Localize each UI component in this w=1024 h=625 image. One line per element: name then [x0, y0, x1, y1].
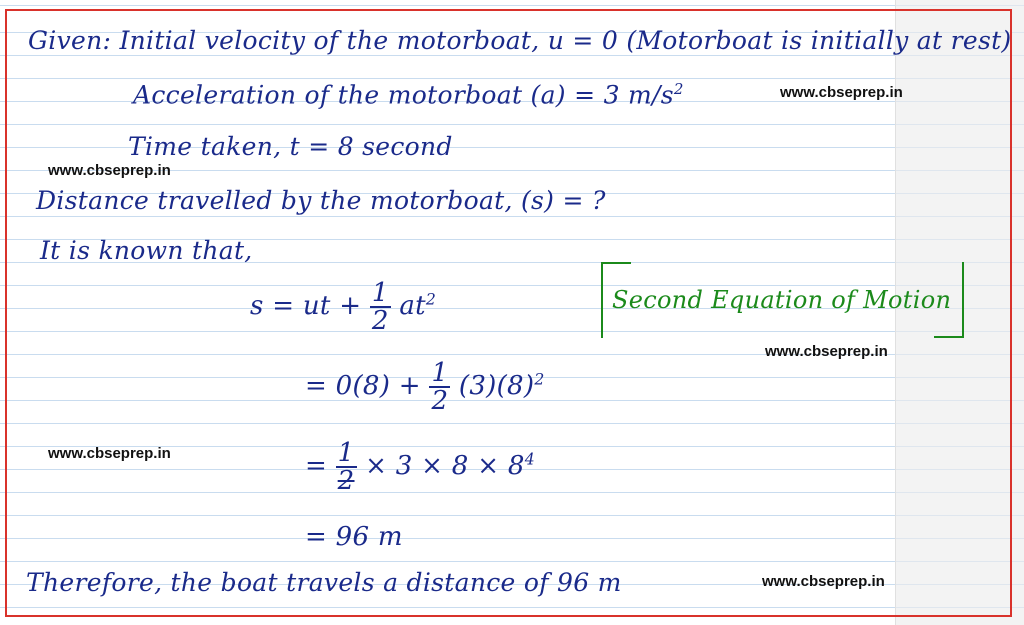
eq2-exponent: 2: [534, 370, 545, 389]
eq3-left: =: [305, 451, 328, 481]
eq2-right: (3)(8): [458, 371, 535, 401]
eq1-lhs: s = ut +: [250, 291, 362, 321]
eq3-exponent: 4: [524, 450, 535, 469]
eq2-left: = 0(8) +: [305, 371, 421, 401]
watermark: www.cbseprep.in: [48, 162, 171, 179]
equation-name-note: Second Equation of Motion: [612, 286, 952, 314]
eq3-denominator: 2: [337, 466, 355, 496]
eq2-denominator: 2: [431, 386, 449, 416]
eq1-numerator: 1: [371, 278, 389, 308]
conclusion-line: Therefore, the boat travels a distance of 96 m: [26, 568, 622, 597]
eq2-numerator: 1: [431, 358, 449, 388]
eq1-fraction: [370, 280, 391, 334]
eq1-rhs: at: [399, 291, 426, 321]
eq3-numerator: 1: [337, 438, 355, 468]
eq3-fraction: [336, 440, 357, 494]
eq2-fraction: [429, 360, 450, 414]
time-line: Time taken, t = 8 second: [128, 132, 453, 161]
equation-line-2: [305, 360, 545, 414]
equation-line-4: = 96 m: [305, 522, 403, 552]
equation-line-1: [250, 280, 436, 334]
given-line: Given: Initial velocity of the motorboat, u = 0 (Motorboat is initially at rest): [28, 26, 1012, 55]
eq3-right: × 3 × 8 × 8: [365, 451, 525, 481]
watermark: www.cbseprep.in: [780, 84, 903, 101]
acceleration-text: Acceleration of the motorboat (a) = 3 m/s: [133, 80, 674, 110]
distance-line: Distance travelled by the motorboat, (s) = ?: [36, 186, 606, 215]
watermark: www.cbseprep.in: [48, 445, 171, 462]
eq1-denominator: 2: [371, 306, 389, 336]
watermark: www.cbseprep.in: [762, 573, 885, 590]
acceleration-exponent: 2: [673, 80, 684, 98]
equation-line-3: [305, 440, 535, 494]
known-line: It is known that,: [40, 236, 253, 265]
eq1-exponent: 2: [425, 290, 437, 309]
acceleration-line: [133, 80, 684, 109]
watermark: www.cbseprep.in: [765, 343, 888, 360]
